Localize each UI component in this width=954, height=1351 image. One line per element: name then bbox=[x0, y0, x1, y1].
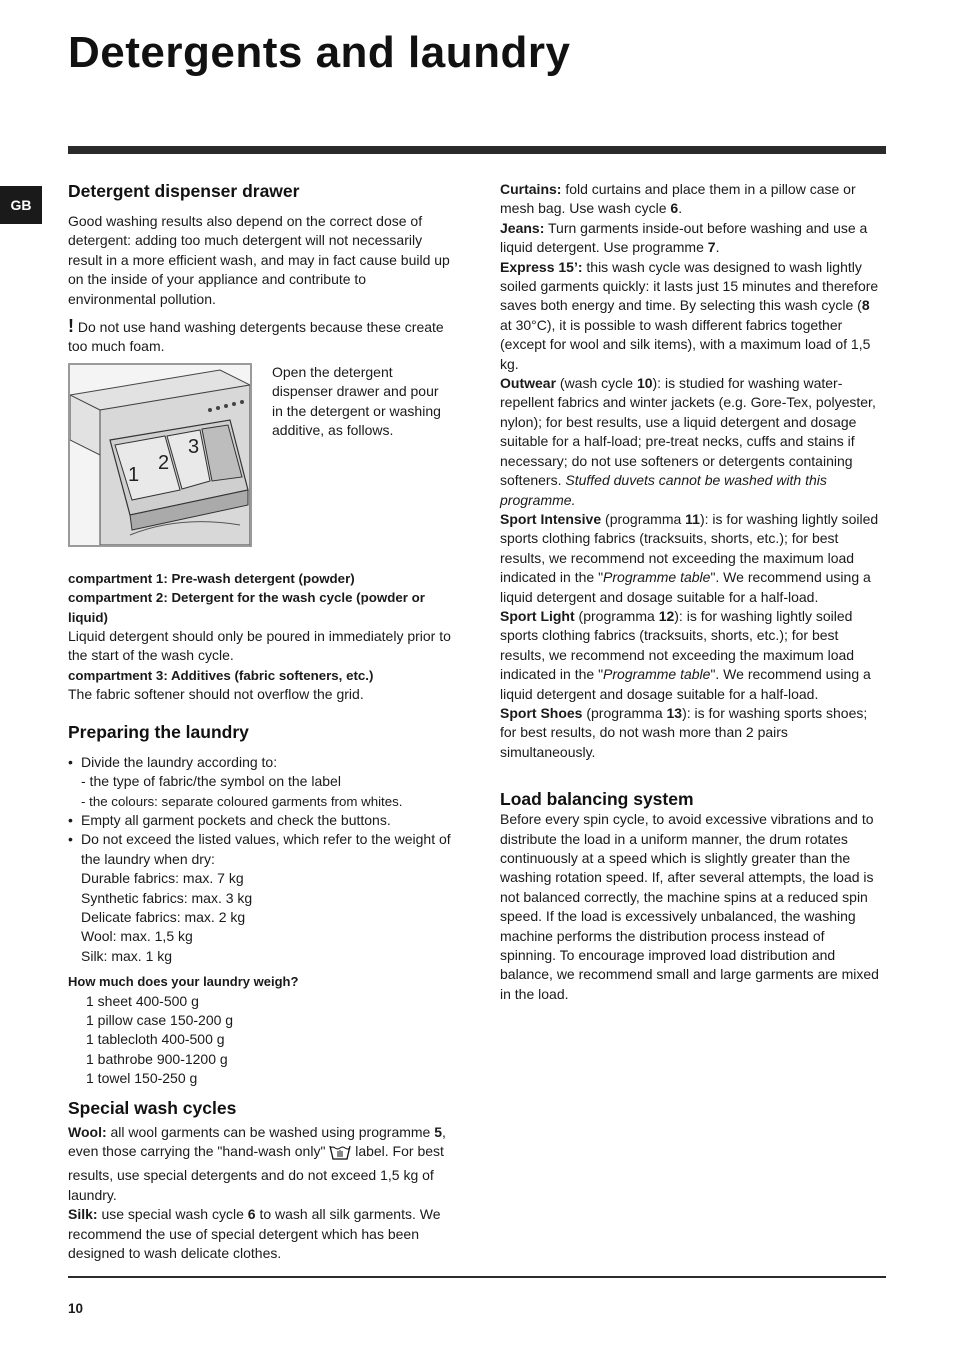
weight-item: 1 bathrobe 900-1200 g bbox=[86, 1050, 228, 1067]
outwear-text: ): is studied for washing water-repellent fabrics and winter jackets (e.g. Gore-Tex, polyester, nylon); for best results, use a liquid detergent and dosage suitable for a half-load; pre-treat necks, cuffs and stains if necessary; do not use softeners or detergents containing softeners. bbox=[500, 375, 876, 489]
compartment-1-text: compartment 1: Pre-wash detergent (powder) bbox=[68, 570, 355, 586]
curtains-text: fold curtains and place them in a pillow case or mesh bag. Use wash cycle bbox=[500, 181, 856, 217]
compartment-3-note: The fabric softener should not overflow the grid. bbox=[68, 686, 364, 703]
list-item: • Empty all garment pockets and check the buttons. bbox=[68, 811, 454, 830]
warning-text: Do not use hand washing detergents because these create too much foam. bbox=[68, 319, 444, 355]
weigh-heading: How much does your laundry weigh? bbox=[68, 974, 299, 990]
sport-intensive-text: ". We recommend using a liquid detergent and dosage suitable for a half-load. bbox=[500, 569, 871, 605]
footer-rule bbox=[68, 1276, 886, 1278]
silk-text: use special wash cycle bbox=[97, 1206, 248, 1223]
compartment-3-label: 3 bbox=[188, 435, 200, 458]
sport-light-label: Sport Light bbox=[500, 607, 575, 624]
compartment-2-note: Liquid detergent should only be poured in immediately prior to the start of the wash cycle. bbox=[68, 628, 451, 664]
wool-label: Wool: bbox=[68, 1123, 107, 1140]
wool-programme: 5 bbox=[434, 1123, 443, 1140]
sport-shoes-paragraph bbox=[500, 704, 881, 762]
drawer-intro: Good washing results also depend on the correct dose of detergent: adding too much detergent will not necessarily result in a more efficient wash, and may in fact cause build up on the inside of your appliance and contribute to environmental pollution. bbox=[68, 213, 450, 307]
hand-wash-icon bbox=[329, 1143, 351, 1166]
curtains-text: . bbox=[678, 200, 683, 217]
outwear-note: Stuffed duvets cannot be washed with this programme. bbox=[500, 472, 827, 508]
express-text: this wash cycle was designed to wash lightly soiled garments quickly: it lasts just 15 minutes and therefore saves both energy and time. By selecting this wash cycle ( bbox=[500, 258, 879, 314]
sport-intensive-label: Sport Intensive bbox=[500, 510, 602, 527]
programme-table-ref: Programme table bbox=[603, 569, 711, 586]
silk-label: Silk: bbox=[68, 1206, 98, 1223]
limit-item: Wool: max. 1,5 kg bbox=[81, 928, 193, 945]
curtains-programme: 6 bbox=[670, 200, 679, 217]
outwear-text: (wash cycle bbox=[556, 375, 637, 392]
language-tab: GB bbox=[0, 186, 42, 224]
outwear-paragraph bbox=[500, 374, 881, 510]
sport-intensive-programme: 11 bbox=[685, 510, 700, 527]
right-column bbox=[500, 180, 881, 1004]
silk-text: to wash all silk garments. We recommend the use of special detergent which has been designed to wash delicate clothes. bbox=[68, 1206, 441, 1262]
sport-shoes-programme: 13 bbox=[666, 704, 683, 721]
sport-shoes-text: ): is for washing sports shoes; for best results, do not wash more than 2 pairs simultaneously. bbox=[500, 704, 868, 760]
sub-item: - the colours: separate coloured garments from whites. bbox=[81, 793, 403, 809]
compartment-2-label: 2 bbox=[158, 451, 170, 474]
express-text: at 30°C), it is possible to wash different fabrics together (except for wool and silk items), with a maximum load of 1,5 kg. bbox=[500, 316, 871, 372]
section-heading-detergent-drawer: Detergent dispenser drawer bbox=[68, 181, 300, 201]
silk-programme: 6 bbox=[247, 1206, 256, 1223]
page-title: Detergents and laundry bbox=[68, 28, 571, 77]
limit-item: Durable fabrics: max. 7 kg bbox=[81, 870, 244, 887]
sub-item: - the type of fabric/the symbol on the label bbox=[81, 773, 341, 790]
express-paragraph bbox=[500, 258, 881, 374]
weight-item: 1 sheet 400-500 g bbox=[86, 992, 199, 1009]
list-item-text: Do not exceed the listed values, which refer to the weight of the laundry when dry: bbox=[81, 831, 451, 867]
sport-shoes-text: (programma bbox=[582, 704, 667, 721]
list-item bbox=[68, 753, 454, 811]
silk-paragraph bbox=[68, 1205, 454, 1263]
jeans-programme: 7 bbox=[707, 239, 716, 256]
sport-intensive-text: (programma bbox=[601, 510, 686, 527]
limit-item: Synthetic fabrics: max. 3 kg bbox=[81, 889, 253, 906]
left-column bbox=[68, 180, 454, 1263]
compartment-2-text: compartment 2: Detergent for the wash cycle (powder or liquid) bbox=[68, 590, 425, 625]
limit-item: Silk: max. 1 kg bbox=[81, 947, 173, 964]
preparing-list bbox=[68, 753, 454, 966]
sport-intensive-paragraph bbox=[500, 510, 881, 607]
express-label: Express 15’: bbox=[500, 258, 583, 275]
warning-icon: ! bbox=[68, 316, 74, 337]
jeans-paragraph bbox=[500, 219, 881, 258]
load-balancing-text: Before every spin cycle, to avoid excessive vibrations and to distribute the load in a uniform manner, the drum rotates continuously at a speed which is slightly greater than the washing rotation speed. If, after several attempts, the load is not balanced correctly, the machine spins at a reduced spin speed. If the load is excessively unbalanced, the washing machine performs the distribution process instead of spinning. To encourage improved load distribution and balance, we recommend small and large garments are mixed in the load. bbox=[500, 811, 879, 1002]
section-heading-preparing: Preparing the laundry bbox=[68, 721, 249, 742]
compartment-1-label: 1 bbox=[128, 463, 140, 486]
outwear-label: Outwear bbox=[500, 375, 557, 392]
drawer-figure-block bbox=[68, 363, 454, 547]
sport-light-text: (programma bbox=[574, 607, 659, 624]
list-item-text: Divide the laundry according to: bbox=[81, 753, 278, 770]
weights-list bbox=[68, 992, 454, 1089]
weight-item: 1 towel 150-250 g bbox=[86, 1070, 198, 1087]
sport-intensive-text: ): is for washing lightly soiled sports clothing fabrics (tracksuits, shorts, etc.); for best results, we recommend not exceeding the maximum load indicated in the " bbox=[500, 510, 879, 586]
sport-shoes-label: Sport Shoes bbox=[500, 704, 583, 721]
limit-item: Delicate fabrics: max. 2 kg bbox=[81, 908, 246, 925]
detergent-drawer-illustration bbox=[68, 363, 252, 547]
header-rule bbox=[68, 146, 886, 154]
section-heading-special: Special wash cycles bbox=[68, 1097, 237, 1118]
express-programme: 8 bbox=[861, 297, 870, 314]
sport-light-programme: 12 bbox=[658, 607, 675, 624]
programme-table-ref: Programme table bbox=[603, 666, 711, 683]
wool-text: , even those carrying the "hand-wash only" bbox=[68, 1123, 446, 1159]
weight-item: 1 tablecloth 400-500 g bbox=[86, 1031, 225, 1048]
page-number: 10 bbox=[68, 1301, 84, 1316]
wool-text: label. For best results, use special detergents and do not exceed 1,5 kg of laundry. bbox=[68, 1143, 444, 1203]
outwear-programme: 10 bbox=[636, 375, 653, 392]
compartment-3-text: compartment 3: Additives (fabric softeners, etc.) bbox=[68, 667, 374, 683]
section-heading-load-balancing: Load balancing system bbox=[500, 789, 694, 810]
jeans-text: . bbox=[715, 239, 720, 256]
warning-paragraph bbox=[68, 317, 454, 357]
jeans-text: Turn garments inside-out before washing and use a liquid detergent. Use programme bbox=[500, 219, 868, 256]
sport-light-paragraph bbox=[500, 607, 881, 704]
jeans-label: Jeans: bbox=[500, 219, 545, 236]
sport-light-text: ): is for washing lightly soiled sports clothing fabrics (tracksuits, shorts, etc.); for best results, we recommend not exceeding the maximum load indicated in the " bbox=[500, 607, 855, 683]
curtains-label: Curtains: bbox=[500, 181, 562, 197]
sport-light-text: ". We recommend using a liquid detergent and dosage suitable for a half-load. bbox=[500, 666, 871, 702]
wool-paragraph bbox=[68, 1123, 454, 1206]
weight-item: 1 pillow case 150-200 g bbox=[86, 1011, 234, 1028]
curtains-paragraph bbox=[500, 180, 881, 219]
wool-text: all wool garments can be washed using programme bbox=[106, 1123, 435, 1140]
list-item bbox=[68, 830, 454, 966]
open-drawer-text: Open the detergent dispenser drawer and pour in the detergent or washing additive, as follows. bbox=[272, 363, 441, 439]
